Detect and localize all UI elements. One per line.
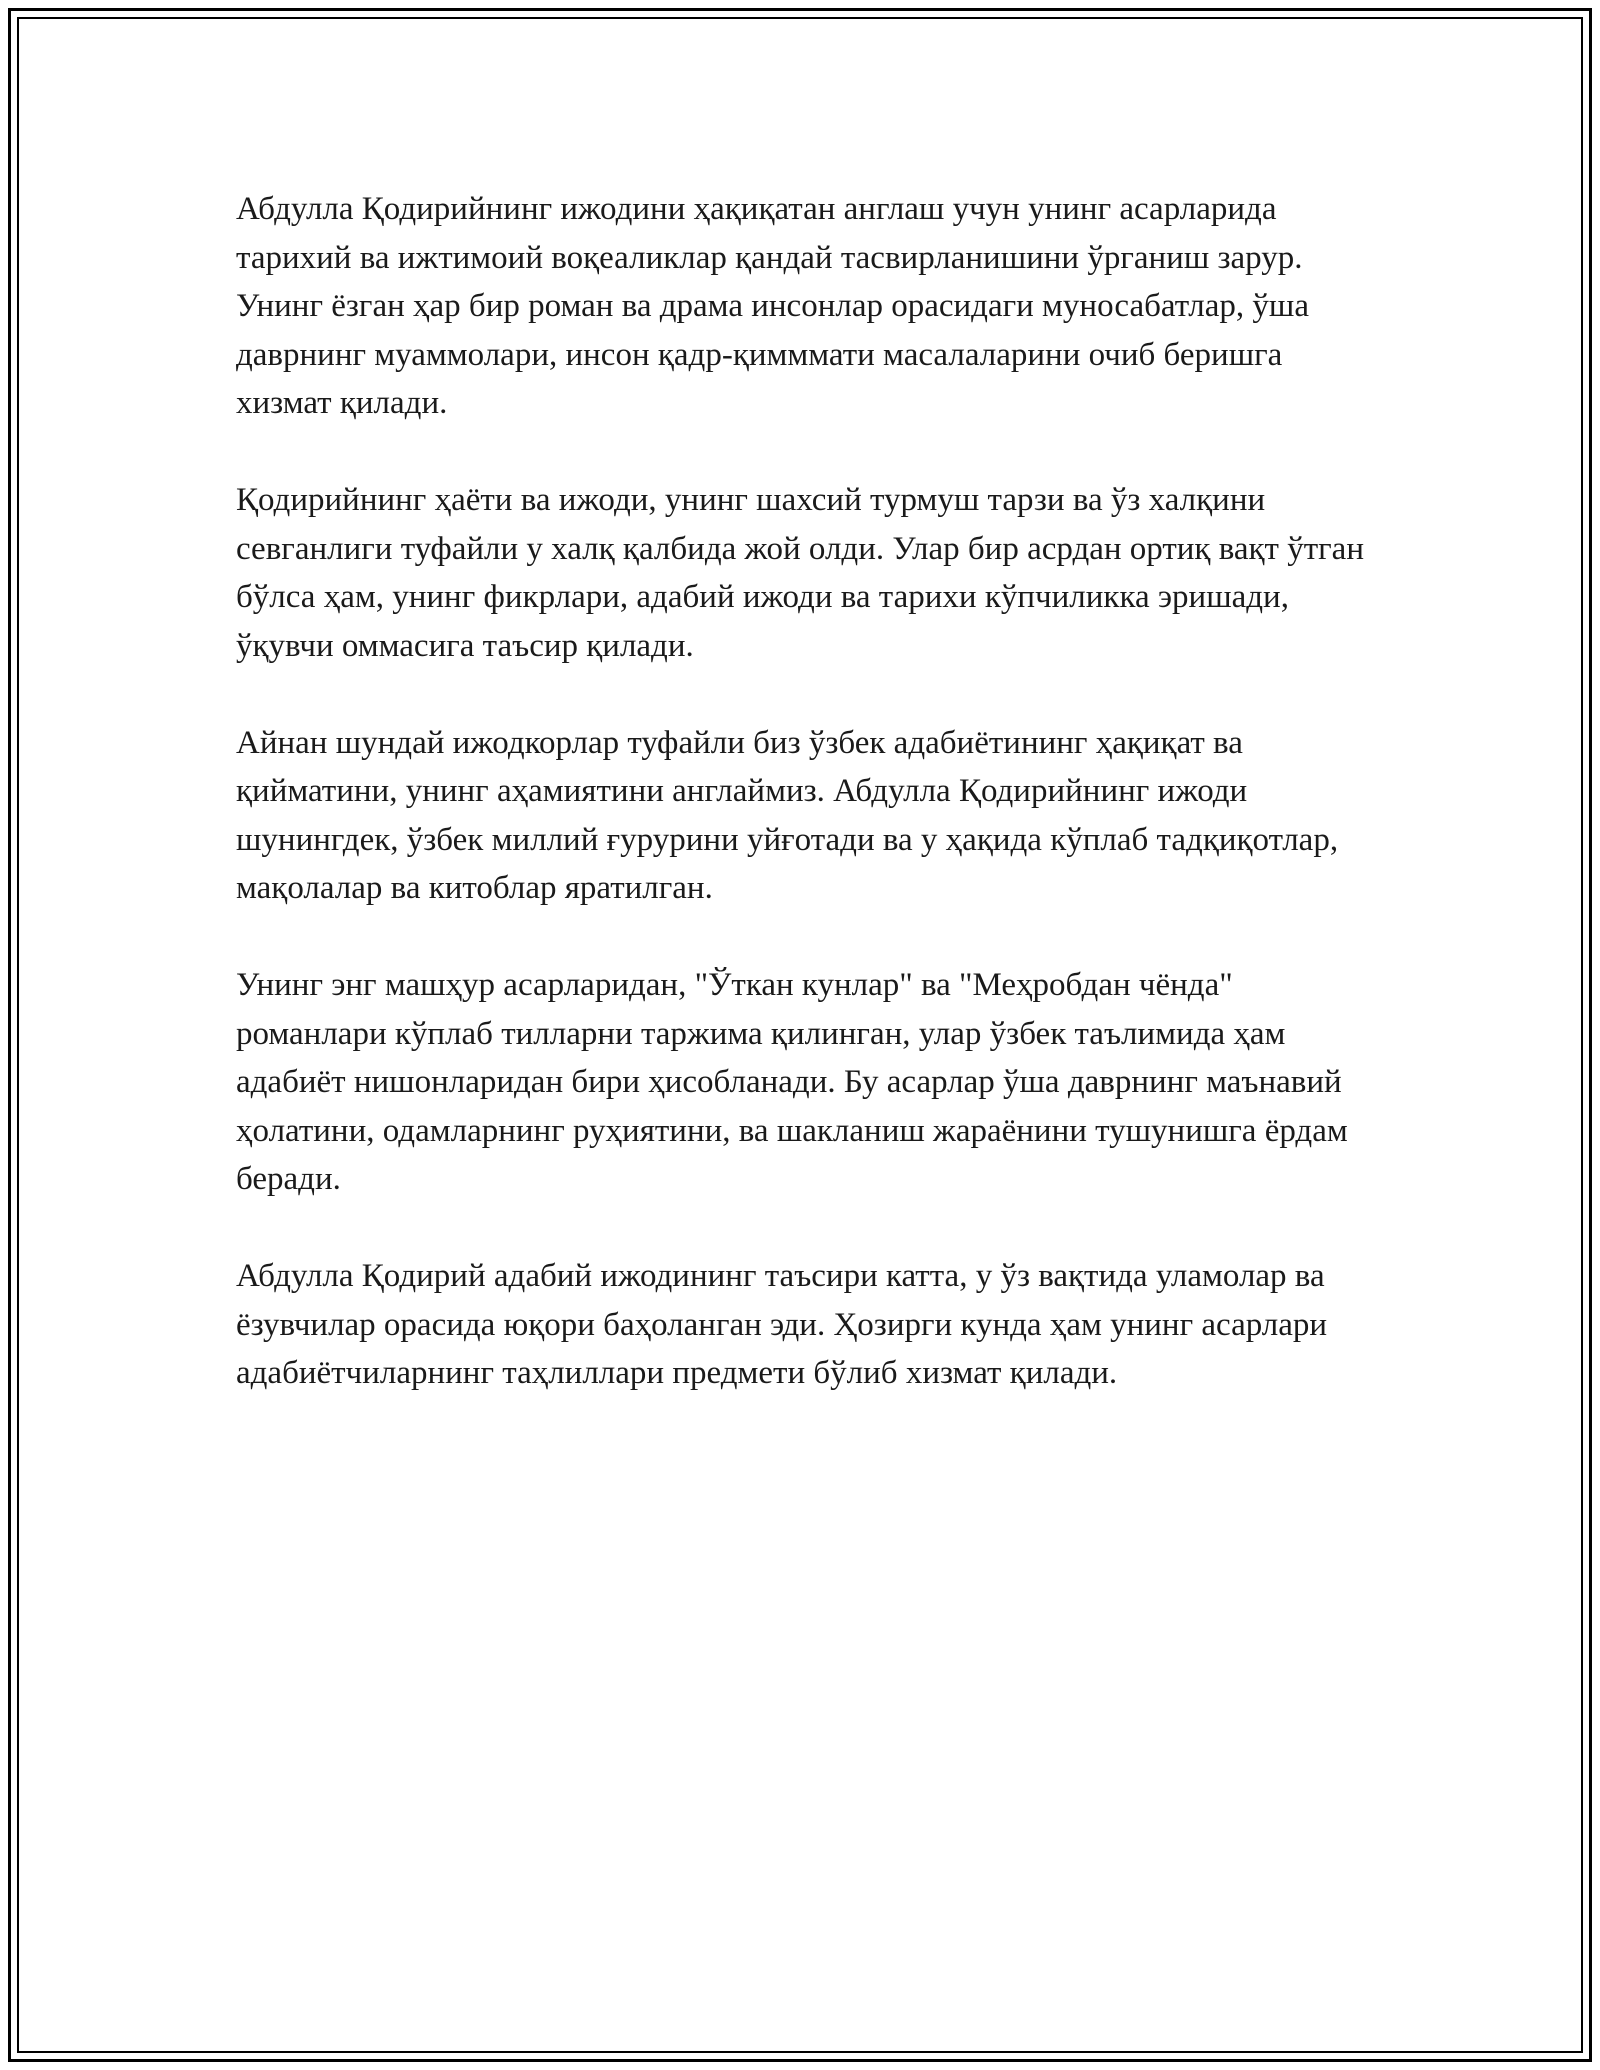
paragraph-3: Айнан шундай ижодкорлар туфайли биз ўзбек адабиётининг ҳақиқат ва қийматини, унинг аҳамиятини англаймиз. Абдулла Қодирийнинг ижоди шунингдек, ўзбек миллий ғурурини уйғотади ва у ҳақида кўплаб тадқиқотлар, мақолалар ва китоблар яратилган.	[236, 724, 1339, 906]
paragraph-5: Абдулла Қодирий адабий ижодининг таъсири катта, у ўз вақтида уламолар ва ёзувчилар орасида юқори баҳоланган эди. Ҳозирги кунда ҳам унинг асарлари адабиётчиларнинг таҳлиллари предмети бўлиб хизмат қилади.	[236, 1258, 1328, 1391]
paragraph-4: Унинг энг машҳур асарларидан, "Ўткан кунлар" ва "Меҳробдан чёнда" романлари кўплаб тилларни таржима қилинган, улар ўзбек таълимида ҳам адабиёт нишонларидан бири ҳисобланади. Бу асарлар ўша даврнинг маънавий ҳолатини, одамларнинг руҳиятини, ва шакланиш жараёнини тушунишга ёрдам беради.	[236, 967, 1348, 1197]
paragraph-2: Қодирийнинг ҳаёти ва ижоди, унинг шахсий турмуш тарзи ва ўз халқини севганлиги туфайли у халқ қалбида жой олди. Улар бир асрдан ортиқ вақт ўтган бўлса ҳам, унинг фикрлари, адабий ижоди ва тарихи кўпчиликка эришади, ўқувчи оммасига таъсир қилади.	[236, 482, 1364, 664]
paragraph-1: Абдулла Қодирийнинг ижодини ҳақиқатан англаш учун унинг асарларида тарихий ва ижтимоий воқеаликлар қандай тасвирланишини ўрганиш зарур. Унинг ёзган ҳар бир роман ва драма инсонлар орасидаги муносабатлар, ўша даврнинг муаммолари, инсон қадр-қимммати масалаларини очиб беришга хизмат қилади.	[236, 191, 1309, 421]
document-body	[236, 185, 1376, 1446]
